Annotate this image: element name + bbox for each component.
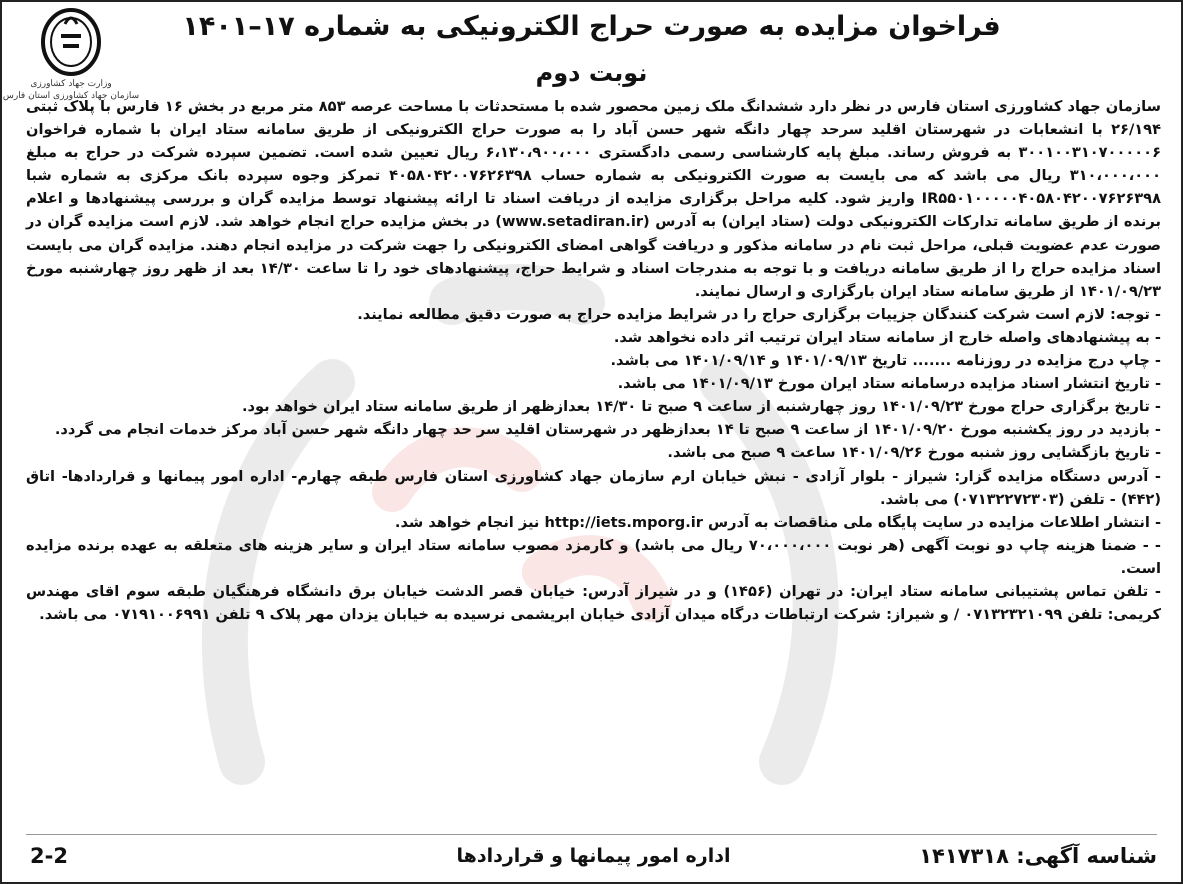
note-item: - تاریخ انتشار اسناد مزایده درسامانه ستاد ایران مورخ ۱۴۰۱/۰۹/۱۳ می باشد. <box>617 375 1161 393</box>
emblem-icon <box>39 6 103 78</box>
note-item: - توجه: لازم است شرکت کنندگان جزییات برگزاری حراج را در شرایط مزایده حراج به صورت دقیق مطالعه نمایند. <box>357 305 1161 323</box>
notice-body <box>26 95 1161 626</box>
notice-subtitle: نوبت دوم <box>535 59 648 87</box>
note-item: - تاریخ برگزاری حراج مورخ ۱۴۰۱/۰۹/۲۳ روز چهارشنبه از ساعت ۹ صبح تا ۱۴/۳۰ بعدازظهر از طریق سامانه ستاد ایران خواهد بود. <box>241 398 1161 416</box>
note-item: - چاپ درج مزایده در روزنامه ....... تاریخ ۱۴۰۱/۰۹/۱۳ و ۱۴۰۱/۰۹/۱۴ می باشد. <box>610 352 1161 370</box>
intro-paragraph: سازمان جهاد کشاورزی استان فارس در نظر دارد ششدانگ ملک زمین محصور شده با مستحدثات با مساحت عرصه ۸۵۳ متر مربع در بخش ۱۶ فارس با پلاک ثبتی ۲۶/۱۹۴ با انشعابات در شهرستان اقلید سرحد چهار دانگه شهر حسن آباد را به صورت حراج الکترونیکی از طریق سامانه ستاد ایران با شماره فراخوان ۳۰۰۱۰۰۳۱۰۷۰۰۰۰۰۶ به فروش رساند. مبلغ پایه کارشناسی رسمی دادگستری ۶،۱۳۰،۹۰۰،۰۰۰ ریال تعیین شده است. تضمین سپرده شرکت در حراج به مبلغ ۳۱۰،۰۰۰،۰۰۰ ریال می باشد که می بایست به صورت الکترونیکی به شماره حساب ۴۰۵۸۰۴۲۰۰۷۶۲۶۳۹۸ تمرکز وجوه سپرده بانک مرکزی به شماره شبا IR۵۵۰۱۰۰۰۰۰۴۰۵۸۰۴۲۰۰۷۶۲۶۳۹۸ واریز شود. کلیه مراحل برگزاری مزایده از دریافت اسناد تا ارائه پیشنهاد توسط مزایده گران و بررسی پیشنهادها و اعلام برنده از طریق سامانه تدارکات الکترونیکی دولت (ستاد ایران) به آدرس (www.setadiran.ir) در بخش مزایده حراج انجام خواهد شد. لازم است مزایده گران در صورت عدم عضویت قبلی، مراحل ثبت نام در سامانه مذکور و دریافت گواهی امضای الکترونیکی را جهت شرکت در مزایده انجام دهند. مزایده گران می بایست اسناد مزایده حراج را از طریق سامانه دریافت و با توجه به مندرجات اسناد و شرایط حراج، پیشنهادهای خود را تا ساعت ۱۴/۳۰ بعد از ظهر روز چهارشنبه مورخ ۱۴۰۱/۰۹/۲۳ از طریق سامانه ستاد ایران بارگزاری و ارسال نمایند. <box>26 98 1161 300</box>
note-item: - انتشار اطلاعات مزایده در سایت پایگاه ملی مناقصات به آدرس http://iets.mporg.ir نیز انجام خواهد شد. <box>394 513 1161 531</box>
note-item: - - ضمنا هزینه چاپ دو نوبت آگهی (هر نوبت ۷۰،۰۰۰،۰۰۰ ریال می باشد) و کارمزد مصوب سامانه ستاد ایران و سایر هزینه های متعلقه به عهده برنده مزایده است. <box>26 536 1161 577</box>
note-item: - آدرس دستگاه مزایده گزار: شیراز - بلوار آزادی - نبش خیابان ارم سازمان جهاد کشاورزی استان فارس طبقه چهارم- اداره امور پیمانها و قراردادها- اتاق (۴۴۲) - تلفن (۰۷۱۳۲۲۷۲۳۰۳) می باشد. <box>26 467 1161 508</box>
note-item: - تلفن تماس پشتیبانی سامانه ستاد ایران: در تهران (۱۴۵۶) و در شیراز آدرس: خیابان قصر الدشت خیابان برق دانشگاه فرهنگیان طبقه سوم اقای مهندس کریمی: تلفن ۰۷۱۳۲۳۲۱۰۹۹ / و شیراز: شرکت ارتباطات درگاه میدان آزادی خیابان ابریشمی نرسیده به خیابان یزدان مهر پلاک ۹ تلفن ۰۷۱۹۱۰۰۶۹۹۱ می باشد. <box>26 582 1161 624</box>
note-item: - بازدید در روز یکشنبه مورخ ۱۴۰۱/۰۹/۲۰ از ساعت ۹ صبح تا ۱۴ بعدازظهر در شهرستان اقلید سر حد چهار دانگه شهر حسن آباد مرکز خدمات انجام می گردد. <box>54 421 1161 439</box>
note-item: - به پیشنهادهای واصله خارج از سامانه ستاد ایران ترتیب اثر داده نخواهد شد. <box>613 328 1161 346</box>
ad-id: شناسه آگهی: ۱۴۱۷۳۱۸ <box>919 844 1157 868</box>
logo-org-line1: وزارت جهاد کشاورزی <box>30 79 112 89</box>
footer-divider <box>26 834 1157 835</box>
logo-org-line2: سازمان جهاد کشاورزی استان فارس <box>2 91 140 101</box>
footer <box>30 838 1157 874</box>
note-item: - تاریخ بازگشایی روز شنبه مورخ ۱۴۰۱/۰۹/۲۶ ساعت ۹ صبح می باشد. <box>667 444 1161 462</box>
department-name: اداره امور پیمانها و قراردادها <box>456 845 731 867</box>
notice-title: فراخوان مزایده به صورت حراج الکترونیکی به شماره ۱۷–۱۴۰۱ <box>182 11 1001 42</box>
page-number: 2-2 <box>30 844 68 868</box>
